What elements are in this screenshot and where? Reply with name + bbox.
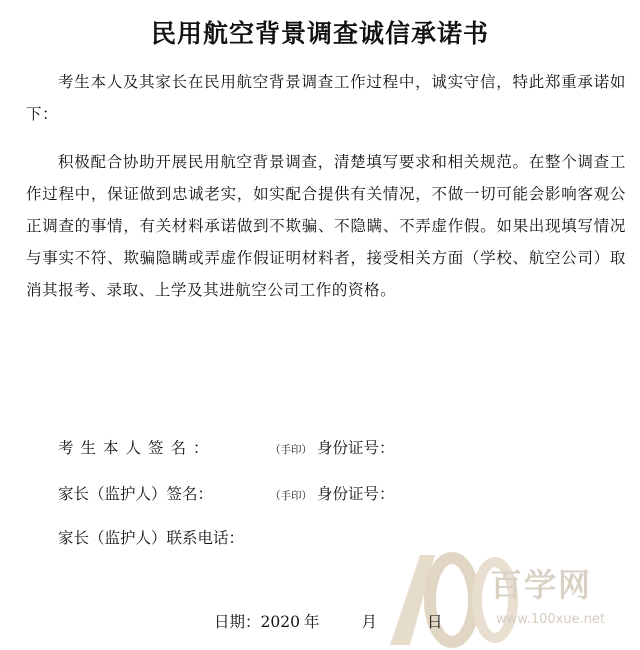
student-sign-text: 考生本人签名： — [58, 439, 216, 457]
date-year: 2020 — [260, 613, 300, 631]
parent-phone-row — [58, 526, 244, 548]
parent-handprint-note: （手印） — [270, 490, 312, 502]
parent-id-label: 身份证号： — [316, 485, 395, 503]
date-label: 日期： — [214, 613, 261, 631]
date-row — [214, 610, 443, 632]
date-year-unit: 年 — [303, 613, 320, 631]
date-month-unit: 月 — [361, 613, 377, 631]
watermark-brand: 百学网 — [490, 566, 593, 604]
student-id-row — [270, 436, 394, 458]
student-signature-label — [58, 436, 216, 458]
watermark-url: www.100xue.net — [496, 612, 606, 627]
paragraph-commitment-terms: 积极配合协助开展民用航空背景调查，清楚填写要求和相关规范。在整个调查工作过程中，保证做到忠诚老实，如实配合提供有关情况，不做一切可能会影响客观公正调查的事情，有关材料承诺做到不欺骗、不隐瞒、不弄虚作假。如果出现填写情况与事实不符、欺骗隐瞒或弄虚作假证明材料者，接受相关方面（学校、航空公司）取消其报考、录取、上学及其进航空公司工作的资格。 — [26, 153, 626, 299]
parent-id-row — [270, 482, 394, 504]
parent-phone-label: 家长（监护人）联系电话： — [58, 529, 245, 547]
parent-sign-text: 家长（监护人）签名： — [58, 485, 214, 503]
paragraph-commitment-intro: 考生本人及其家长在民用航空背景调查工作过程中，诚实守信，特此郑重承诺如下： — [26, 73, 626, 123]
date-day-unit: 日 — [427, 613, 443, 631]
student-id-label: 身份证号： — [316, 439, 395, 457]
student-handprint-note: （手印） — [270, 444, 312, 456]
parent-signature-label — [58, 482, 213, 504]
document-title: 民用航空背景调查诚信承诺书 — [150, 19, 489, 48]
